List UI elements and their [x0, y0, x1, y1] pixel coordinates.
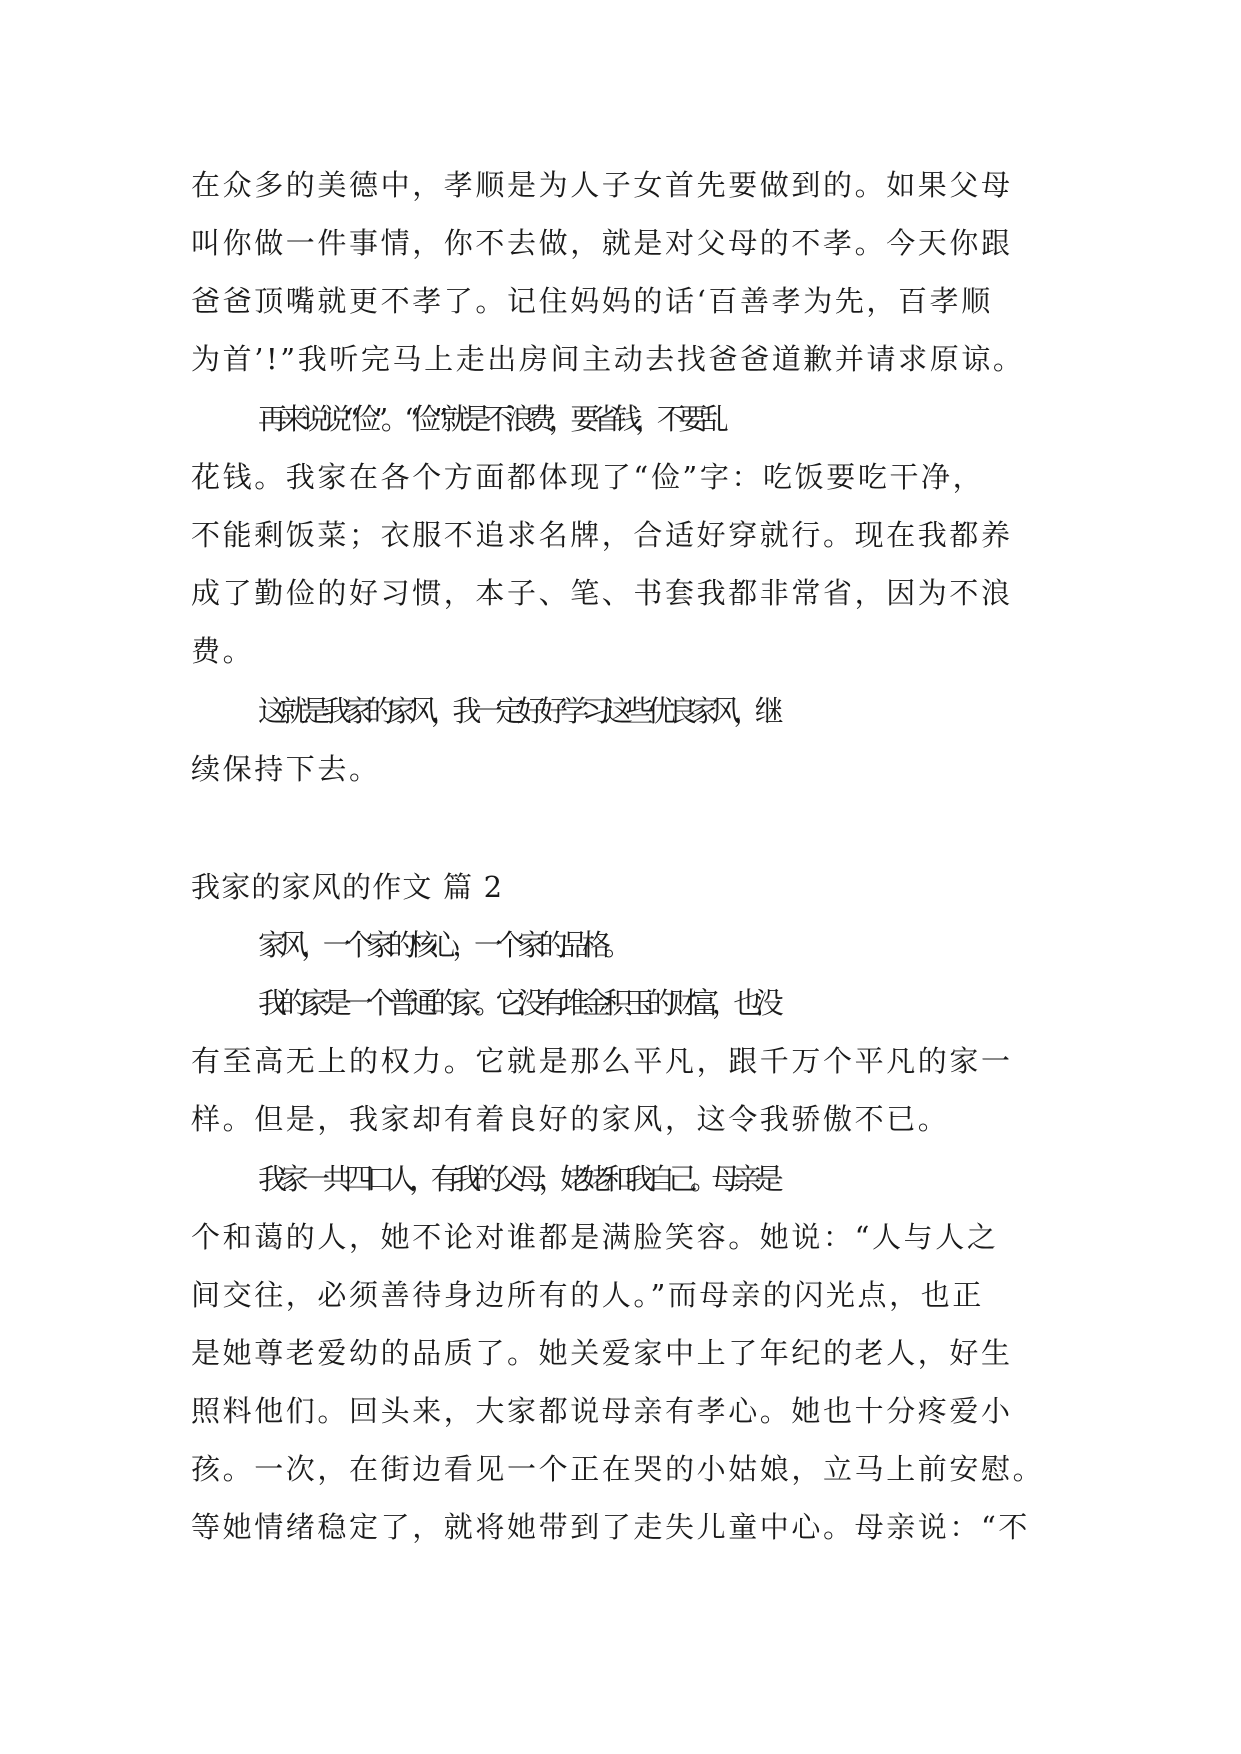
- paragraph-line: 花钱。我家在各个方面都体现了“俭”字：吃饭要吃干净，: [191, 460, 985, 494]
- paragraph-line: 这就是我家的家风，我一定好好学习这些优良家风，继: [258, 694, 777, 728]
- paragraph-line: 等她情绪稳定了，就将她带到了走失儿童中心。母亲说：“不: [191, 1510, 1031, 1544]
- paragraph-line: 再来说说“俭”。 “俭”就是不浪费，要省钱，不要乱: [258, 402, 722, 436]
- paragraph-line: 成了勤俭的好习惯，本子、笔、书套我都非常省，因为不浪: [191, 576, 1013, 610]
- paragraph-line: 有至高无上的权力。它就是那么平凡，跟千万个平凡的家一: [191, 1044, 1013, 1078]
- paragraph-line: 为首’!”我听完马上走出房间主动去找爸爸道歉并请求原谅。: [191, 342, 1025, 376]
- paragraph-line: 样。但是，我家却有着良好的家风，这令我骄傲不已。: [191, 1102, 950, 1136]
- paragraph-line: 爸爸顶嘴就更不孝了。记住妈妈的话‘百善孝为先，百孝顺: [191, 284, 993, 318]
- paragraph-line: 照料他们。回头来，大家都说母亲有孝心。她也十分疼爱小: [191, 1394, 1013, 1428]
- paragraph-line: 个和蔼的人，她不论对谁都是满脸笑容。她说：“人与人之: [191, 1220, 999, 1254]
- paragraph-line: 家风，一个家的核心，一个家的品格。: [258, 928, 626, 962]
- paragraph-line: 续保持下去。: [191, 752, 381, 786]
- paragraph-line: 是她尊老爱幼的品质了。她关爱家中上了年纪的老人，好生: [191, 1336, 1013, 1370]
- paragraph-line: 我家一共四口人，有我的父母，姥姥和我自己。母亲是: [258, 1162, 777, 1196]
- paragraph-line: 间交往，必须善待身边所有的人。”而母亲的闪光点，也正: [191, 1278, 984, 1312]
- paragraph-line: 在众多的美德中，孝顺是为人子女首先要做到的。如果父母: [191, 168, 1013, 202]
- paragraph-line: 孩。一次，在街边看见一个正在哭的小姑娘，立马上前安慰。: [191, 1452, 1045, 1486]
- section-heading: 我家的家风的作文 篇 2: [191, 870, 504, 904]
- paragraph-line: 叫你做一件事情，你不去做，就是对父母的不孝。今天你跟: [191, 226, 1013, 260]
- paragraph-line: 我的家是一个普通的家。它没有堆金积玉的财富，也没: [258, 986, 777, 1020]
- paragraph-line: 费。: [191, 634, 255, 668]
- paragraph-line: 不能剩饭菜；衣服不追求名牌，合适好穿就行。现在我都养: [191, 518, 1013, 552]
